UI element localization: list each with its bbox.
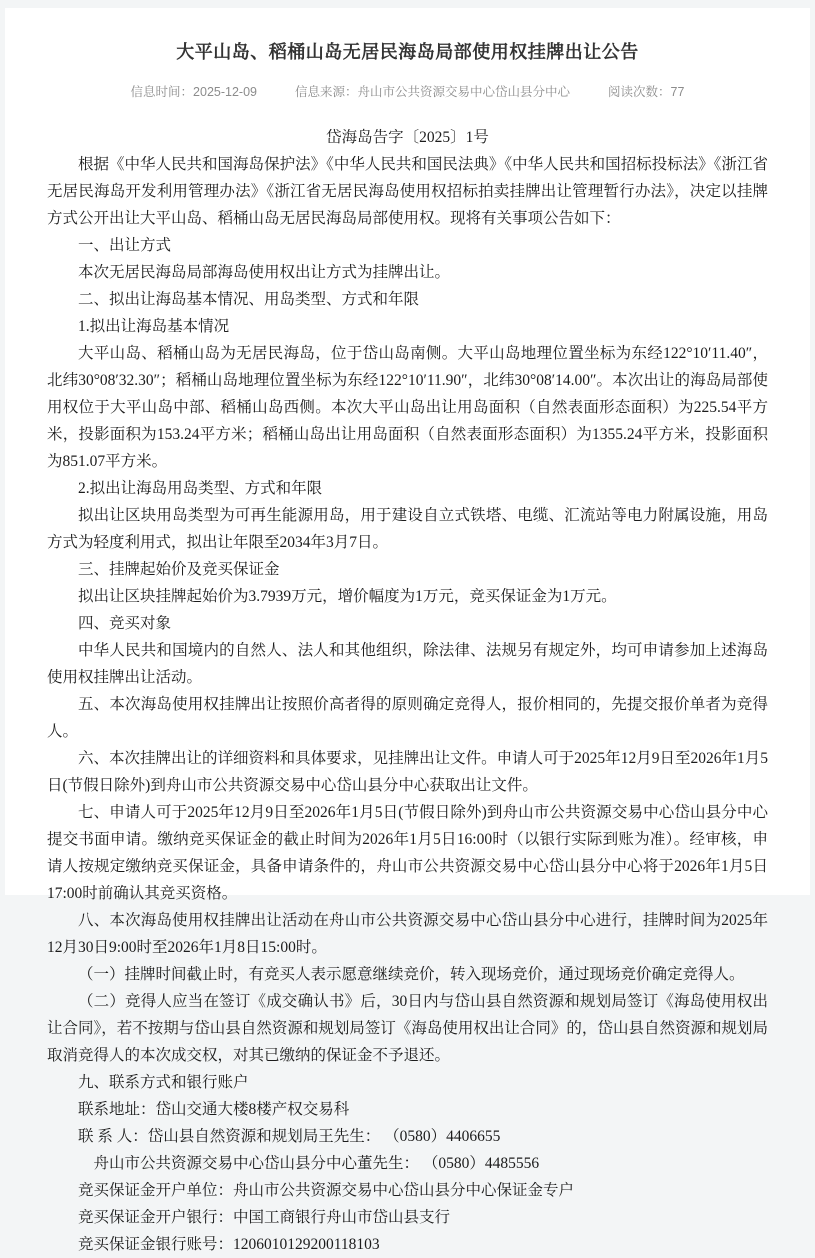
paragraph: （一）挂牌时间截止时，有竞买人表示愿意继续竞价，转入现场竞价，通过现场竞价确定竞得人。 — [78, 966, 745, 983]
meta-view-count-value: 77 — [670, 85, 685, 99]
meta-source-label: 信息来源： — [295, 85, 358, 99]
paragraph: 竞买保证金开户单位：舟山市公共资源交易中心岱山县分中心保证金专户 — [78, 1182, 575, 1199]
paragraph: 大平山岛、稻桶山岛为无居民海岛，位于岱山岛南侧。大平山岛地理位置坐标为东经122°10′11.40″，北纬30°08′32.30″；稻桶山岛地理位置坐标为东经122°10′11.90″，北纬30°08′14.00″。本次出让的海岛局部使用权位于大平山岛中部、稻桶山岛西侧。本次大平山岛出让用岛面积（自然表面形态面积）为225.54平方米，投影面积为153.24平方米；稻桶山岛出让用岛面积（自然表面形态面积）为1355.24平方米，投影面积为851.07平方米。 — [47, 345, 768, 470]
paragraph: 中华人民共和国境内的自然人、法人和其他组织，除法律、法规另有规定外，均可申请参加上述海岛使用权挂牌出让活动。 — [47, 642, 768, 686]
page-title: 大平山岛、稻桶山岛无居民海岛局部使用权挂牌出让公告 — [176, 42, 639, 62]
paragraph: 一、出让方式 — [78, 237, 172, 254]
paragraph: 拟出让区块挂牌起始价为3.7939万元，增价幅度为1万元，竞买保证金为1万元。 — [78, 588, 617, 605]
paragraph: （二）竞得人应当在签订《成交确认书》后，30日内与岱山县自然资源和规划局签订《海岛使用权出让合同》，若不按期与岱山县自然资源和规划局签订《海岛使用权出让合同》的，岱山县自然资源和规划局取消竞得人的本次成交权，对其已缴纳的保证金不予退还。 — [47, 993, 768, 1064]
meta-publish-time-label: 信息时间： — [130, 85, 194, 99]
paragraph: 四、竞买对象 — [78, 615, 172, 632]
paragraph: 二、拟出让海岛基本情况、用岛类型、方式和年限 — [78, 291, 420, 308]
paragraph: 九、联系方式和银行账户 — [78, 1074, 249, 1091]
paragraph: 三、挂牌起始价及竞买保证金 — [78, 561, 280, 578]
article-body — [47, 124, 768, 1258]
meta-view-count-label: 阅读次数： — [608, 85, 671, 99]
paragraph: 八、本次海岛使用权挂牌出让活动在舟山市公共资源交易中心岱山县分中心进行，挂牌时间为2025年12月30日9:00时至2026年1月8日15:00时。 — [47, 912, 768, 956]
paragraph: 联 系 人：岱山县自然资源和规划局王先生： （0580）4406655 — [78, 1128, 501, 1145]
paragraph-list — [47, 151, 768, 1258]
paragraph: 七、申请人可于2025年12月9日至2026年1月5日(节假日除外)到舟山市公共资源交易中心岱山县分中心提交书面申请。缴纳竞买保证金的截止时间为2026年1月5日16:00时（以银行实际到账为准）。经审核，申请人按规定缴纳竞买保证金，具备申请条件的，舟山市公共资源交易中心岱山县分中心将于2026年1月5日 17:00时前确认其竞买资格。 — [47, 804, 768, 902]
meta-view-count — [608, 82, 684, 100]
paragraph: 六、本次挂牌出让的详细资料和具体要求，见挂牌出让文件。申请人可于2025年12月9日至2026年1月5日(节假日除外)到舟山市公共资源交易中心岱山县分中心获取出让文件。 — [47, 750, 768, 794]
paragraph: 联系地址：岱山交通大楼8楼产权交易科 — [78, 1101, 350, 1118]
meta-publish-time-value: 2025-12-09 — [193, 85, 257, 99]
paragraph: 根据《中华人民共和国海岛保护法》《中华人民共和国民法典》《中华人民共和国招标投标法》《浙江省无居民海岛开发利用管理办法》《浙江省无居民海岛使用权招标拍卖挂牌出让管理暂行办法》，决定以挂牌方式公开出让大平山岛、稻桶山岛无居民海岛局部使用权。现将有关事项公告如下： — [47, 156, 768, 227]
paragraph: 舟山市公共资源交易中心岱山县分中心董先生： （0580）4485556 — [93, 1155, 540, 1172]
doc-number: 岱海岛告字〔2025〕1号 — [326, 129, 489, 146]
content-card — [5, 8, 810, 1253]
meta-source — [295, 82, 570, 100]
paragraph: 拟出让区块用岛类型为可再生能源用岛，用于建设自立式铁塔、电缆、汇流站等电力附属设施，用岛方式为轻度利用式，拟出让年限至2034年3月7日。 — [47, 507, 768, 551]
paragraph: 五、本次海岛使用权挂牌出让按照价高者得的原则确定竞得人，报价相同的，先提交报价单者为竞得人。 — [47, 696, 768, 740]
meta-publish-time — [131, 82, 257, 100]
paragraph: 本次无居民海岛局部海岛使用权出让方式为挂牌出让。 — [78, 264, 451, 281]
paragraph: 1.拟出让海岛基本情况 — [78, 318, 230, 335]
meta-source-value: 舟山市公共资源交易中心岱山县分中心 — [357, 85, 571, 99]
paragraph: 2.拟出让海岛用岛类型、方式和年限 — [78, 480, 323, 497]
paragraph: 竞买保证金开户银行：中国工商银行舟山市岱山县支行 — [78, 1209, 451, 1226]
paragraph: 竞买保证金银行账号：1206010129200118103 — [78, 1236, 380, 1253]
meta-bar — [47, 82, 768, 100]
